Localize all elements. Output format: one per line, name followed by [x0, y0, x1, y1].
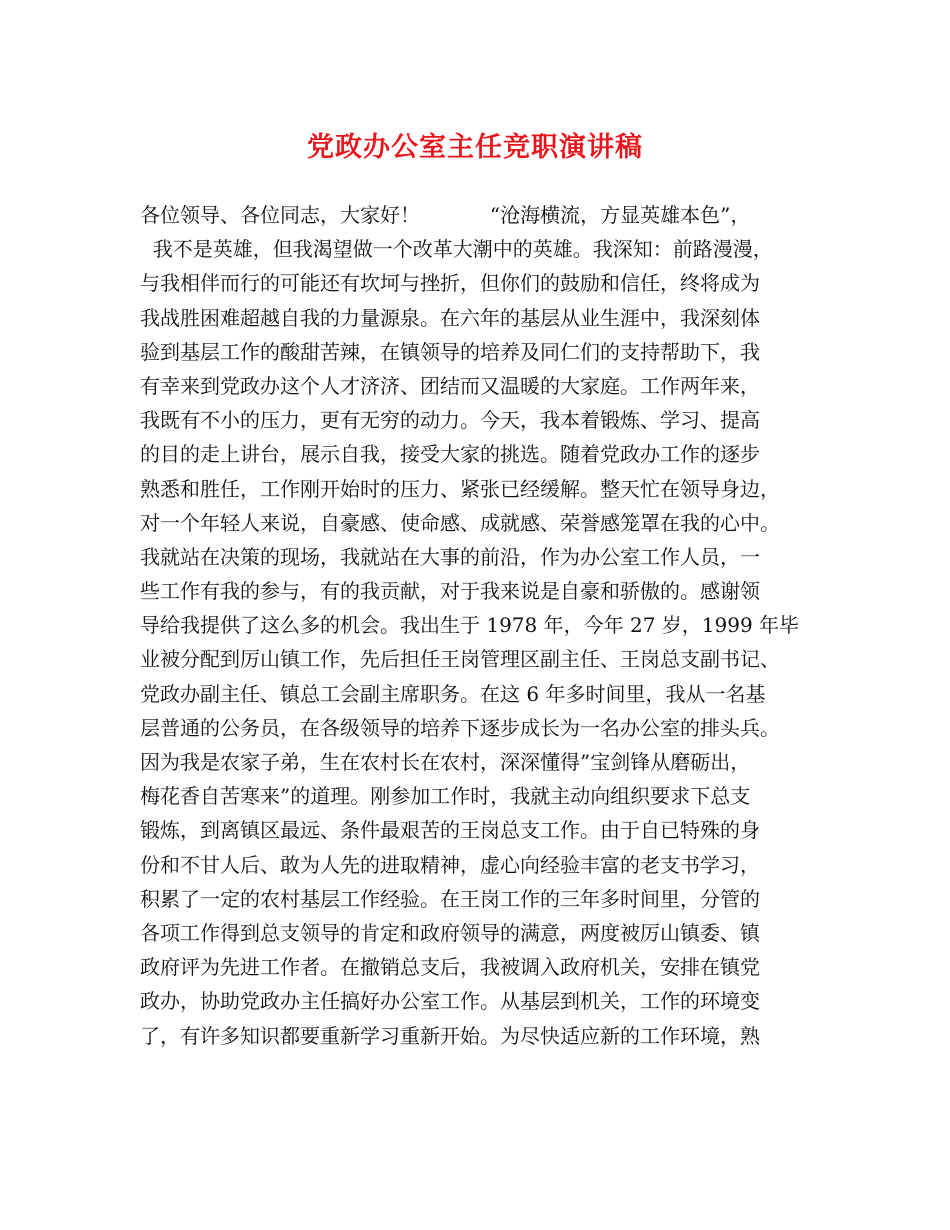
body-text-line: 层普通的公务员，在各级领导的培养下逐步成长为一名办公室的排头兵。 [140, 715, 780, 740]
body-text-line: 因为我是农家子弟，生在农村长在农村，深深懂得”宝剑锋从磨砺出， [140, 750, 751, 774]
body-text-line: 锻炼，到离镇区最远、条件最艰苦的王岗总支工作。由于自已特殊的身 [140, 818, 760, 843]
body-text-line: 我既有不小的压力，更有无穷的动力。今天，我本着锻炼、学习、提高 [140, 408, 760, 433]
body-text-line: 份和不甘人后、敢为人先的进取精神，虚心向经验丰富的老支书学习， [140, 852, 760, 877]
body-text-line: 与我相伴而行的可能还有坎坷与挫折，但你们的鼓励和信任，终将成为 [140, 271, 760, 296]
body-text-line: 些工作有我的参与，有的我贡献，对于我来说是自豪和骄傲的。感谢领 [140, 579, 760, 604]
body-text-line: 各位领导、各位同志，大家好！ “沧海横流，方显英雄本色”， [140, 203, 751, 227]
body-text-line: 导给我提供了这么多的机会。我出生于 1978 年，今年 27 岁，1999 年毕 [140, 613, 800, 638]
body-text-line: 对一个年轻人来说，自豪感、使命感、成就感、荣誉感笼罩在我的心中。 [140, 510, 780, 535]
body-text-line: 梅花香自苦寒来”的道理。刚参加工作时，我就主动向组织要求下总支 [140, 784, 751, 809]
body-text-line: 验到基层工作的酸甜苦辣，在镇领导的培养及同仁们的支持帮助下，我 [140, 339, 760, 364]
body-text-line: 熟悉和胜任，工作刚开始时的压力、紧张已经缓解。整天忙在领导身边， [140, 476, 780, 501]
document-body [140, 198, 840, 1053]
body-text-line: 政办，协助党政办主任搞好办公室工作。从基层到机关，工作的环境变 [140, 989, 760, 1014]
body-text-line: 业被分配到厉山镇工作，先后担任王岗管理区副主任、王岗总支副书记、 [140, 647, 780, 672]
body-text-line: 我就站在决策的现场，我就站在大事的前沿，作为办公室工作人员，一 [140, 544, 760, 569]
body-text-line: 我战胜困难超越自我的力量源泉。在六年的基层从业生涯中，我深刻体 [140, 305, 760, 330]
body-text-line: 我不是英雄，但我渴望做一个改革大潮中的英雄。我深知：前路漫漫， [140, 237, 773, 262]
body-text-line: 政府评为先进工作者。在撤销总支后，我被调入政府机关，安排在镇党 [140, 955, 760, 980]
body-text-line: 党政办副主任、镇总工会副主席职务。在这 6 年多时间里，我从一名基 [140, 681, 766, 706]
body-text-line: 积累了一定的农村基层工作经验。在王岗工作的三年多时间里，分管的 [140, 886, 760, 911]
body-text-line: 各项工作得到总支领导的肯定和政府领导的满意，两度被厉山镇委、镇 [140, 920, 760, 945]
body-text-line: 了，有许多知识都要重新学习重新开始。为尽快适应新的工作环境，熟 [140, 1023, 760, 1048]
body-text-line: 的目的走上讲台，展示自我，接受大家的挑选。随着党政办工作的逐步 [140, 442, 760, 467]
body-text-line: 有幸来到党政办这个人才济济、团结而又温暖的大家庭。工作两年来， [140, 373, 760, 398]
document-title: 党政办公室主任竞职演讲稿 [307, 132, 643, 163]
